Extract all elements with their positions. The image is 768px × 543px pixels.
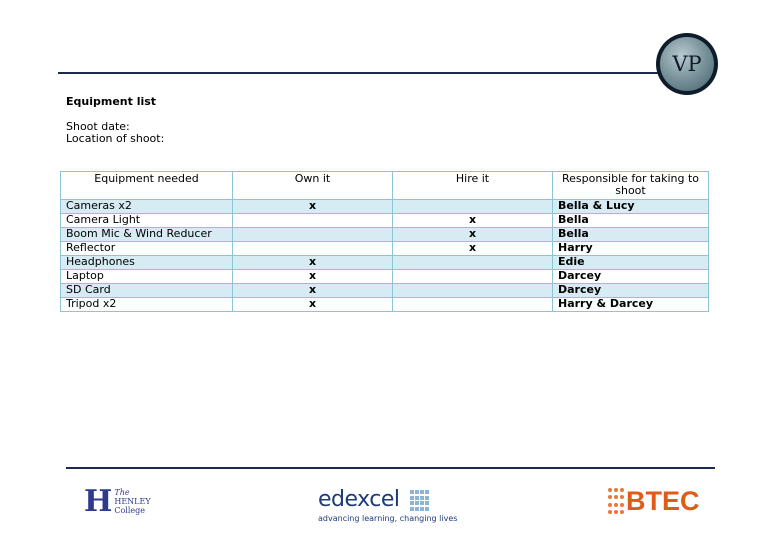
table-header-row	[61, 172, 709, 200]
responsible-cell: Darcey	[553, 284, 709, 298]
column-header-equipment: Equipment needed	[61, 172, 233, 200]
edexcel-wordmark: edexcel	[318, 487, 400, 512]
table-row	[61, 270, 709, 284]
hire-cell: x	[393, 228, 553, 242]
column-header-own: Own it	[233, 172, 393, 200]
henley-logo-line2: HENLEY	[114, 497, 151, 506]
btec-wordmark: BTEC	[626, 486, 700, 516]
hire-cell	[393, 256, 553, 270]
btec-logo	[608, 486, 700, 517]
own-cell	[233, 242, 393, 256]
responsible-cell: Bella	[553, 228, 709, 242]
responsible-cell: Edie	[553, 256, 709, 270]
hire-cell	[393, 298, 553, 312]
own-cell: x	[233, 200, 393, 214]
hire-cell	[393, 284, 553, 298]
henley-logo-text	[114, 488, 150, 515]
own-cell	[233, 214, 393, 228]
equipment-table	[60, 171, 709, 312]
column-header-responsible: Responsible for taking to shoot	[553, 172, 709, 200]
location-label: Location of shoot:	[66, 132, 165, 145]
table-row	[61, 200, 709, 214]
table-row	[61, 284, 709, 298]
hire-cell	[393, 200, 553, 214]
own-cell: x	[233, 270, 393, 284]
table-row	[61, 256, 709, 270]
footer-rule	[66, 467, 715, 469]
shoot-date-label: Shoot date:	[66, 120, 130, 133]
equipment-cell: Tripod x2	[61, 298, 233, 312]
henley-logo-mark: H	[84, 484, 113, 519]
vp-logo-text: VP	[672, 52, 702, 76]
equipment-cell: Camera Light	[61, 214, 233, 228]
equipment-cell: Reflector	[61, 242, 233, 256]
column-header-hire: Hire it	[393, 172, 553, 200]
responsible-cell: Harry	[553, 242, 709, 256]
own-cell: x	[233, 298, 393, 312]
btec-dots-icon	[608, 488, 624, 516]
equipment-cell: Cameras x2	[61, 200, 233, 214]
equipment-cell: Laptop	[61, 270, 233, 284]
hire-cell	[393, 270, 553, 284]
table-row	[61, 228, 709, 242]
responsible-cell: Harry & Darcey	[553, 298, 709, 312]
own-cell: x	[233, 284, 393, 298]
henley-logo-line3: College	[114, 506, 146, 515]
hire-cell: x	[393, 214, 553, 228]
responsible-cell: Darcey	[553, 270, 709, 284]
equipment-cell: Headphones	[61, 256, 233, 270]
vp-logo	[656, 33, 718, 95]
own-cell: x	[233, 256, 393, 270]
edexcel-logo	[318, 488, 457, 523]
table-row	[61, 214, 709, 228]
edexcel-tagline: advancing learning, changing lives	[318, 514, 458, 523]
equipment-cell: SD Card	[61, 284, 233, 298]
table-row	[61, 242, 709, 256]
responsible-cell: Bella & Lucy	[553, 200, 709, 214]
responsible-cell: Bella	[553, 214, 709, 228]
henley-logo-line1: The	[114, 488, 130, 497]
equipment-cell: Boom Mic & Wind Reducer	[61, 228, 233, 242]
henley-college-logo	[84, 486, 151, 518]
header-rule	[58, 72, 664, 74]
edexcel-grid-icon	[410, 490, 431, 511]
own-cell	[233, 228, 393, 242]
table-row	[61, 298, 709, 312]
hire-cell: x	[393, 242, 553, 256]
document-title: Equipment list	[66, 95, 157, 108]
